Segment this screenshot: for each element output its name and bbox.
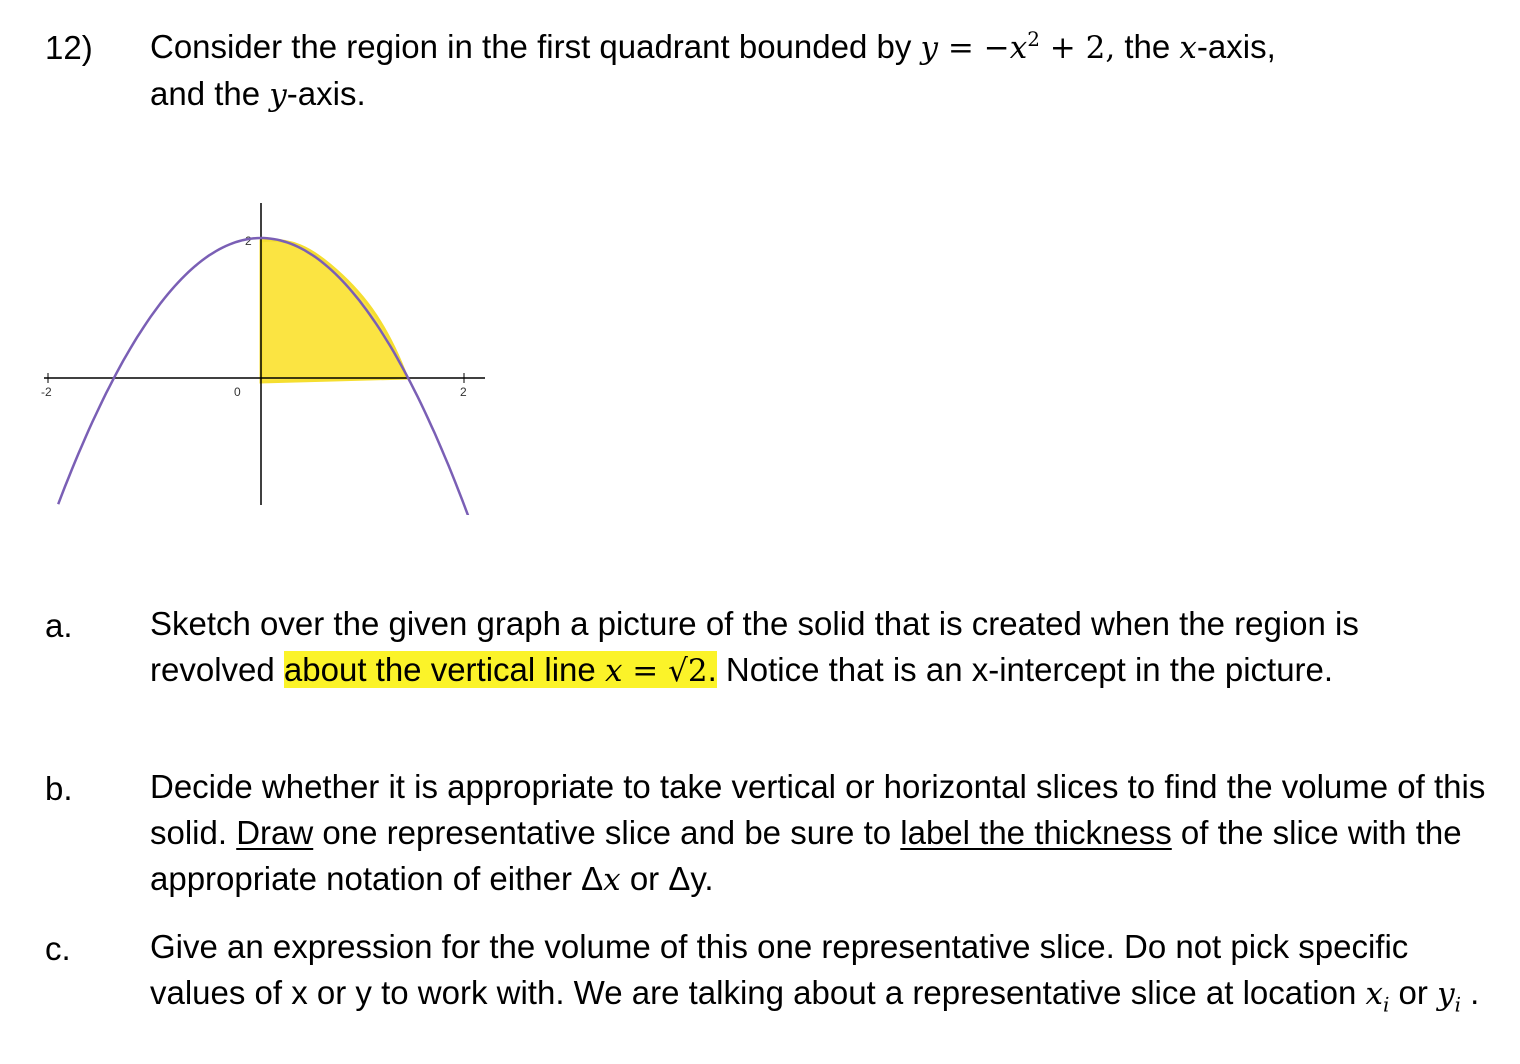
line2-axis: -axis. [286, 75, 366, 112]
tick-label-xpos2: 2 [460, 385, 467, 399]
eq-tail: + 2, [1039, 30, 1116, 66]
part-c-label: c. [45, 930, 71, 967]
eq-x: x [1009, 30, 1028, 66]
part-c-end: . [1461, 974, 1480, 1011]
eq-y: y [920, 30, 939, 66]
part-b-text1: Decide whether it is appropriate to take vertical or horizontal slices to find the volume of this solid. [150, 768, 1486, 851]
eq-mid: = − [938, 30, 1010, 66]
part-c-or: or [1389, 974, 1438, 1011]
tick-label-origin: 0 [234, 385, 241, 399]
line2-and: and the [150, 75, 270, 112]
part-b-text2: one representative slice and be sure to [313, 814, 901, 851]
part-c-xi-sub: i [1382, 992, 1390, 1017]
part-a-label: a. [45, 607, 73, 644]
part-a-text [150, 601, 1490, 694]
problem-number: 12) [45, 29, 93, 66]
part-b-text4: or Δy. [620, 860, 714, 897]
part-b-text3: of the slice with the appropriate notation of either Δ [150, 814, 1462, 897]
y-var: y [269, 77, 287, 113]
problem-statement [150, 24, 1490, 118]
part-b-underline-draw: Draw [236, 814, 314, 851]
intro-the: the [1115, 28, 1180, 65]
part-a-text1: Sketch over the given graph a picture of the solid that is created when the region is revolved [150, 605, 1359, 688]
part-c-text1: Give an expression for the volume of this one representative slice. Do not pick specific values of x or y to work with. We are talking about a representative slice at location [150, 928, 1409, 1011]
intro-axis: -axis, [1196, 28, 1276, 65]
part-c-text [150, 924, 1490, 1017]
part-b-label: b. [45, 770, 73, 807]
part-b-dx-var: x [603, 862, 621, 898]
part-a-text2: Notice that is an x-intercept in the picture. [716, 651, 1334, 688]
parabola-graph [30, 195, 500, 515]
shaded-region [261, 240, 407, 382]
tick-label-xneg2: -2 [41, 385, 52, 399]
tick-label-y2: 2 [245, 234, 252, 248]
part-c-yi-sub: i [1454, 992, 1461, 1017]
eq-exponent: 2 [1027, 27, 1040, 51]
part-b-underline-label: label the thickness [900, 814, 1172, 851]
part-a-highlight: about the vertical line x = √2. [283, 651, 717, 689]
part-c-yi: y [1437, 976, 1455, 1012]
x-var: x [1179, 30, 1197, 66]
intro-text: Consider the region in the first quadrant bounded by [150, 28, 921, 65]
part-b-text [150, 764, 1490, 903]
part-c-xi: x [1365, 976, 1383, 1012]
